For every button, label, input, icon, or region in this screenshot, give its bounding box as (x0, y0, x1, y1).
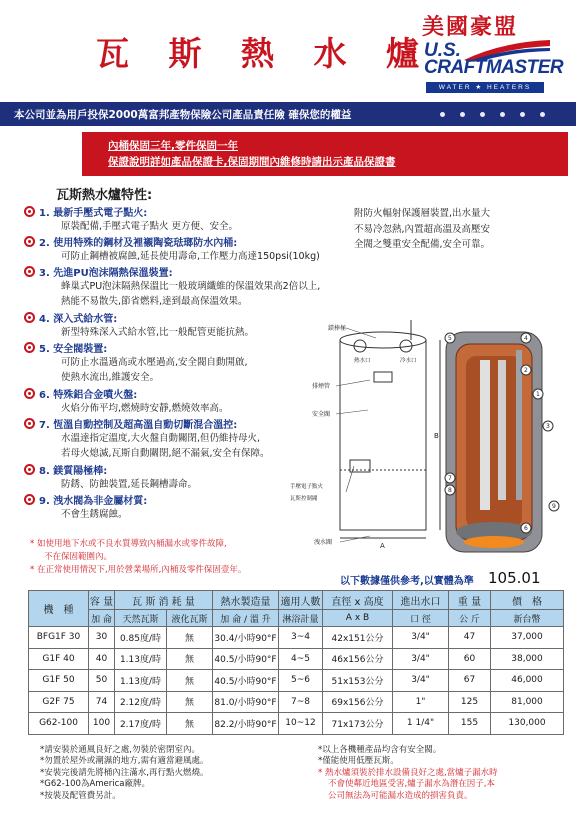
feature-text: 熱能不易散失,節省燃料,達到最高保溫效果。 (61, 296, 248, 307)
feature-heading: 4. 深入式給水管: (39, 314, 118, 325)
subcol-twd: 新台幣 (491, 610, 564, 627)
label-hot-outlet: 熱水口 (354, 358, 371, 364)
cell-production: 40.5/小時90°F (213, 670, 279, 692)
footnote: *請安裝於通風良好之處,勿裝於密閉室內。 (40, 745, 200, 755)
table-row (29, 648, 564, 670)
bullet-icon (24, 342, 35, 353)
bullet-icon (24, 236, 35, 247)
cell-persons: 5~6 (279, 670, 323, 692)
side-note-line: 全閥之雙重安全配備,安全可靠。 (354, 239, 491, 250)
banner-dot (440, 112, 445, 117)
cell-model: G1F 50 (29, 670, 89, 692)
feature-text: 不會生銹腐蝕。 (61, 509, 128, 520)
warranty-line-2: 保證說明詳如產品保證卡,保固期間內維修時請出示產品保證書 (108, 156, 396, 168)
side-note-line: 不易冷忽熱,內置超高溫及高壓安 (354, 223, 491, 235)
label-vent: 排煙管 (312, 383, 331, 390)
page-title: 瓦 斯 熱 水 爐 (96, 34, 433, 73)
cell-lpg: 無 (167, 713, 213, 735)
part-number: 6 (524, 525, 528, 532)
footnote: *G62-100為America廠牌。 (40, 779, 151, 790)
col-persons: 適用人數 (279, 591, 323, 610)
footnote: *按裝及配管費另計。 (40, 790, 121, 801)
col-weight: 重 量 (449, 591, 491, 610)
cell-price: 37,000 (491, 627, 564, 649)
feature-text: 可防止鋼槽被腐蝕,延長使用壽命,工作壓力高達150psi(10kg) (61, 251, 320, 262)
cell-size: 51x153公分 (323, 670, 393, 692)
part-number: 5 (448, 335, 452, 342)
bullet-icon (24, 388, 35, 399)
warranty-box (82, 132, 568, 176)
part-number: 8 (448, 487, 452, 494)
feature-text: 使熱水流出,維護安全。 (61, 372, 160, 383)
side-note-line: 附防火輻射保護層裝置,出水量大 (354, 208, 491, 219)
footnote: *安裝完後請先將桶內注滿水,再行點火燃燒。 (40, 767, 209, 778)
feature-text: 若母火熄滅,瓦斯自動關閉,絕不漏氣,安全有保障。 (61, 448, 270, 459)
cell-gallon: 40 (89, 648, 115, 670)
feature-heading: 3. 先進PU泡沫隔熱保溫裝置: (39, 268, 173, 279)
heater-exterior-outline (340, 320, 440, 538)
cell-weight: 125 (449, 691, 491, 713)
logo-chinese-name: 美國豪盟 (422, 15, 519, 40)
footnote-warning: * 熱水爐須裝於排水設備良好之處,當爐子漏水時 (318, 767, 498, 778)
cell-model: BFG1F 30 (29, 627, 89, 649)
cell-lpg: 無 (167, 670, 213, 692)
label-safety-valve: 安全閥 (312, 411, 331, 418)
banner-dot (480, 112, 485, 117)
price-disclaimer: 以下數據僅供參考,以實體為準 (340, 576, 474, 587)
subcol-gallon-temp-rise: 加 侖 / 溫 升 (213, 610, 279, 627)
footnote-warning: 不會使鄰近地區受害,爐子漏水為潛在因子,本 (328, 779, 495, 790)
part-number: 3 (546, 423, 550, 430)
cell-gallon: 74 (89, 691, 115, 713)
dimension-a: A (380, 542, 385, 550)
cell-price: 46,000 (491, 670, 564, 692)
cell-model: G1F 40 (29, 648, 89, 670)
bullet-icon (24, 312, 35, 323)
warranty-exclusion-note: * 在正常使用情況下,用於營業場所,內桶及零件保固壹年。 (30, 565, 247, 575)
logo-craftmaster: CRAFTMASTER (424, 57, 564, 78)
price-version: 105.01 (488, 569, 541, 587)
footnotes-right (318, 745, 498, 802)
bullet-icon (24, 494, 35, 505)
warranty-exclusion-note: * 如使用地下水或不良水質導致內桶漏水或零件故障, (30, 539, 227, 549)
warranty-line-1: 內桶保固三年,零件保固一年 (108, 140, 238, 152)
part-number: 7 (448, 475, 452, 482)
feature-text: 蜂巢式PU泡沫隔熱保溫比一般玻璃纖維的保溫效果高2倍以上, (61, 281, 321, 292)
subcol-natural-gas: 天然瓦斯 (115, 610, 167, 627)
banner-dot (460, 112, 465, 117)
label-anode: 鎂棒極 (328, 325, 347, 332)
side-note (354, 206, 490, 253)
cell-persons: 7~8 (279, 691, 323, 713)
subcol-gallon: 加 侖 (89, 610, 115, 627)
cell-production: 30.4/小時90°F (213, 627, 279, 649)
feature-heading: 8. 鎂質陽極棒: (39, 466, 108, 477)
subcol-a-x-b: A x B (323, 610, 393, 627)
footnote: *以上各機種產品均含有安全閥。 (318, 745, 442, 755)
cell-price: 130,000 (491, 713, 564, 735)
cell-gallon: 50 (89, 670, 115, 692)
col-hot-water-production: 熱水製造量 (213, 591, 279, 610)
bullet-icon (24, 266, 35, 277)
feature-text: 新型特殊深入式給水管,比一般配管更能抗熱。 (61, 327, 255, 338)
cell-price: 81,000 (491, 691, 564, 713)
table-row (29, 627, 564, 649)
feature-heading: 7. 恆溫自動控制及超高溫自動切斷混合溫控: (39, 420, 238, 431)
label-cold-inlet: 冷水口 (400, 358, 417, 364)
cell-gallon: 30 (89, 627, 115, 649)
footnote: *勿置於屋外或潮濕的地方,需有適當避風處。 (40, 756, 209, 767)
part-number: 4 (524, 335, 528, 342)
cell-port: 1 1/4" (393, 713, 449, 735)
label-igniter: 手壓電子點火 (290, 484, 324, 490)
cell-size: 46x156公分 (323, 648, 393, 670)
feature-item (24, 204, 380, 234)
cell-model: G2F 75 (29, 691, 89, 713)
feature-text: 原裝配備,手壓式電子點火 更方便、安全。 (61, 221, 239, 232)
col-price: 價 格 (491, 591, 564, 610)
cell-lpg: 無 (167, 627, 213, 649)
cell-persons: 3~4 (279, 627, 323, 649)
subcol-diameter: 口 徑 (393, 610, 449, 627)
cell-natural-gas: 1.13度/時 (115, 648, 167, 670)
cell-weight: 47 (449, 627, 491, 649)
cell-production: 40.5/小時90°F (213, 648, 279, 670)
feature-heading: 5. 安全閥裝置: (39, 344, 108, 355)
part-number: 1 (536, 391, 540, 398)
craftmaster-logo (416, 10, 564, 96)
features-title: 瓦斯熱水爐特性: (56, 188, 153, 203)
cell-lpg: 無 (167, 691, 213, 713)
col-ports: 進出水口 (393, 591, 449, 610)
bullet-icon (24, 418, 35, 429)
logo-us: U.S. (424, 40, 461, 61)
cell-gallon: 100 (89, 713, 115, 735)
footnote-warning: 公司無法為可能漏水造成的損害負責。 (328, 790, 473, 801)
feature-text: 防銹、防蝕裝置,延長鋼槽壽命。 (61, 479, 198, 490)
feature-item (24, 234, 380, 264)
cell-port: 3/4" (393, 627, 449, 649)
water-heater-diagram (290, 310, 570, 574)
banner-dot (520, 112, 525, 117)
part-number: 2 (524, 367, 528, 374)
cell-port: 1" (393, 691, 449, 713)
cell-port: 3/4" (393, 670, 449, 692)
dimension-b: B (434, 432, 439, 440)
banner-dot (540, 112, 545, 117)
label-gas-control: 瓦斯控制閥 (290, 496, 318, 502)
spec-price-table (28, 590, 564, 735)
cell-natural-gas: 1.13度/時 (115, 670, 167, 692)
cell-natural-gas: 0.85度/時 (115, 627, 167, 649)
cell-size: 69x156公分 (323, 691, 393, 713)
bullet-icon (24, 206, 35, 217)
feature-text: 火焰分佈平均,燃燒時安靜,燃燒效率高。 (61, 403, 229, 414)
label-drain: 洩水閥 (314, 539, 333, 546)
footnote: *僅能使用低壓瓦斯。 (318, 756, 399, 767)
feature-text: 可防止水溫過高或水壓過高,安全閥自動開啟, (61, 357, 248, 368)
cell-price: 38,000 (491, 648, 564, 670)
col-capacity: 容 量 (89, 591, 115, 610)
table-row (29, 691, 564, 713)
bullet-icon (24, 464, 35, 475)
cell-lpg: 無 (167, 648, 213, 670)
cell-natural-gas: 2.17度/時 (115, 713, 167, 735)
subcol-shower-count: 淋浴計量 (279, 610, 323, 627)
cell-port: 3/4" (393, 648, 449, 670)
cell-production: 82.2/小時90°F (213, 713, 279, 735)
banner-dot (500, 112, 505, 117)
insurance-banner (0, 102, 576, 126)
col-dimensions: 直徑 x 高度 (323, 591, 393, 610)
part-number: 9 (552, 503, 556, 510)
table-row (29, 670, 564, 692)
feature-heading: 1. 最新手壓式電子點火: (39, 208, 148, 219)
cell-size: 42x151公分 (323, 627, 393, 649)
table-row (29, 713, 564, 735)
col-model: 機 種 (29, 591, 89, 627)
cell-weight: 60 (449, 648, 491, 670)
cell-natural-gas: 2.12度/時 (115, 691, 167, 713)
footnotes-left (40, 745, 208, 802)
cell-model: G62-100 (29, 713, 89, 735)
warranty-exclusion-note: 不在保固範圍內。 (44, 552, 113, 562)
col-gas-consumption: 瓦 斯 消 耗 量 (115, 591, 213, 610)
cell-production: 81.0/小時90°F (213, 691, 279, 713)
subcol-lpg: 液化瓦斯 (167, 610, 213, 627)
feature-heading: 2. 使用特殊的鋼材及裡襯陶瓷琺瑯防水內桶: (39, 238, 238, 249)
cell-weight: 155 (449, 713, 491, 735)
cell-size: 71x173公分 (323, 713, 393, 735)
cell-persons: 4~5 (279, 648, 323, 670)
logo-tagline: WATER ★ HEATERS (426, 82, 544, 93)
insurance-text: 本公司並為用戶投保2000萬富邦產物保險公司產品責任險 確保您的權益 (14, 109, 352, 121)
feature-item (24, 264, 380, 309)
cell-weight: 67 (449, 670, 491, 692)
cell-persons: 10~12 (279, 713, 323, 735)
subcol-kg: 公 斤 (449, 610, 491, 627)
feature-heading: 6. 特殊鋁合金噴火盤: (39, 390, 138, 401)
feature-text: 水溫達指定溫度,大火盤自動關閉,但仍維持母火, (61, 433, 261, 444)
feature-heading: 9. 洩水閥為非金屬材質: (39, 496, 148, 507)
